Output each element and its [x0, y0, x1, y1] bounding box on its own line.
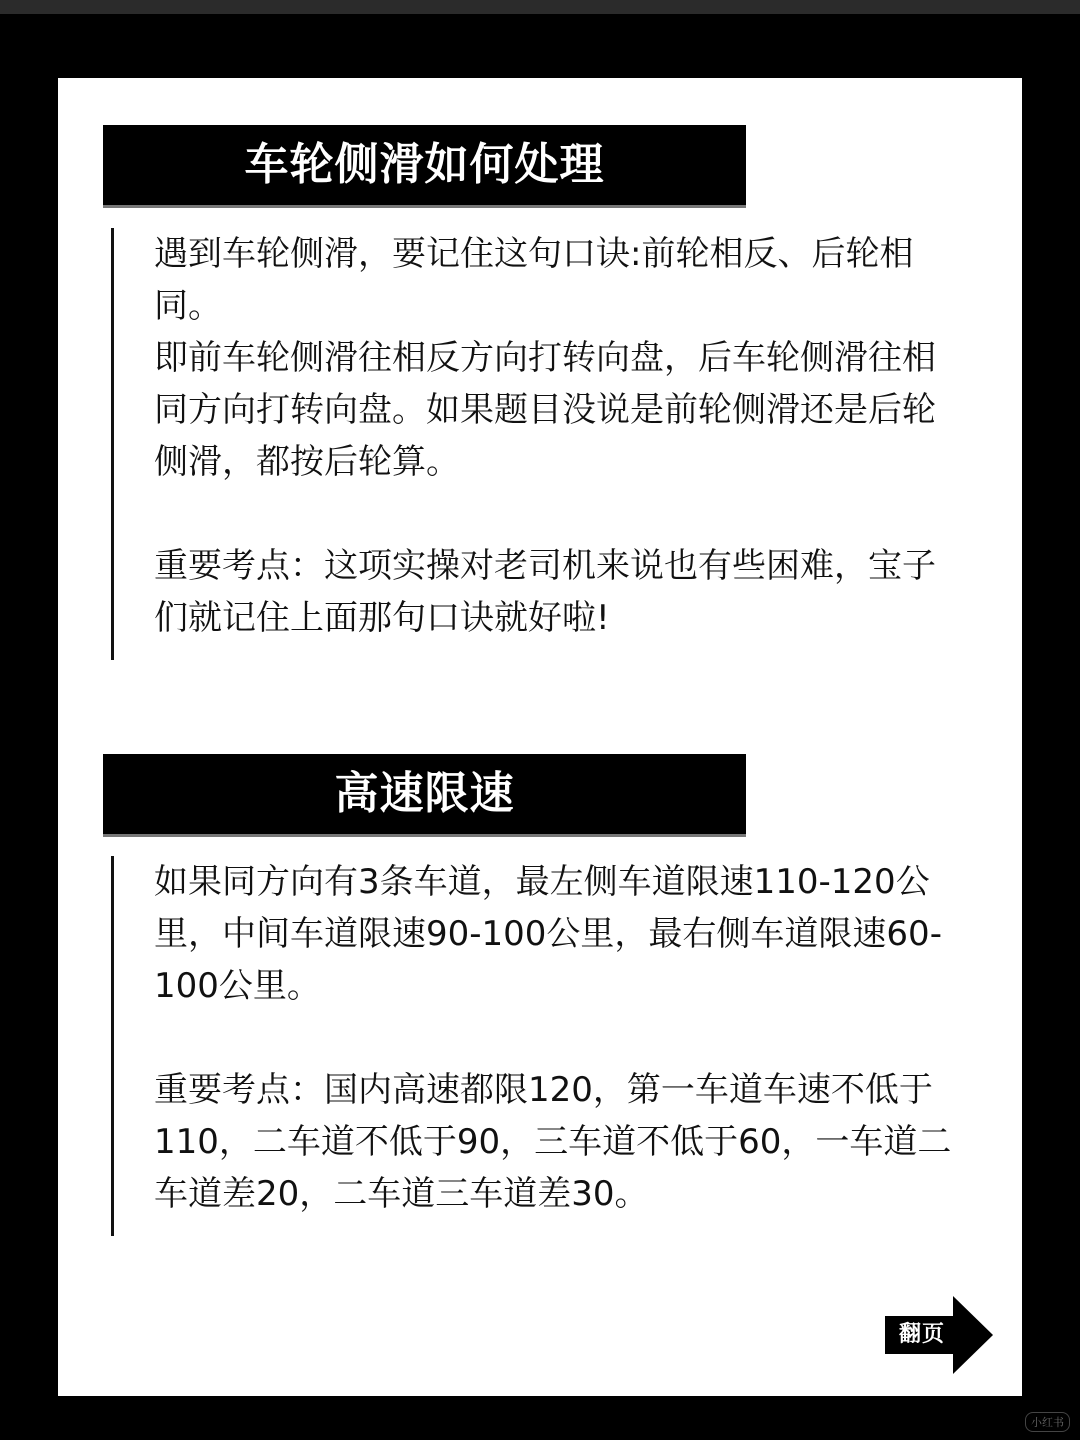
highway-key-point: 重要考点：国内高速都限120，第一车道车速不低于110，二车道不低于90，三车道不低于60，一车道二车道差20，二车道三车道差30。: [154, 1070, 952, 1214]
section-body-side-slip: [111, 228, 1014, 660]
paragraph-gap: [154, 1012, 1014, 1064]
section-title-highway-speed: 高速限速: [103, 754, 746, 834]
page-turn-button[interactable]: [885, 1296, 997, 1376]
highway-lane-limits: 如果同方向有3条车道，最左侧车道限速110-120公里，中间车道限速90-100公里，最右侧车道限速60-100公里。: [154, 862, 942, 1006]
content-card: [58, 78, 1022, 1396]
side-slip-key-point: 重要考点：这项实操对老司机来说也有些困难，宝子们就记住上面那句口诀就好啦!: [154, 546, 936, 638]
page-turn-label: 翻页: [885, 1316, 959, 1354]
section-title-side-slip: 车轮侧滑如何处理: [103, 125, 746, 205]
arrow-right-icon: [953, 1296, 993, 1374]
side-slip-mnemonic: 遇到车轮侧滑，要记住这句口诀:前轮相反、后轮相同。: [154, 234, 914, 326]
watermark-logo: 小红书: [1025, 1412, 1070, 1432]
side-slip-explanation: 即前车轮侧滑往相反方向打转向盘，后车轮侧滑往相同方向打转向盘。如果题目没说是前轮侧滑还是后轮侧滑，都按后轮算。: [154, 338, 936, 482]
paragraph-gap: [154, 488, 1014, 540]
top-strip: [0, 0, 1080, 14]
section-body-highway-speed: [111, 856, 1014, 1236]
